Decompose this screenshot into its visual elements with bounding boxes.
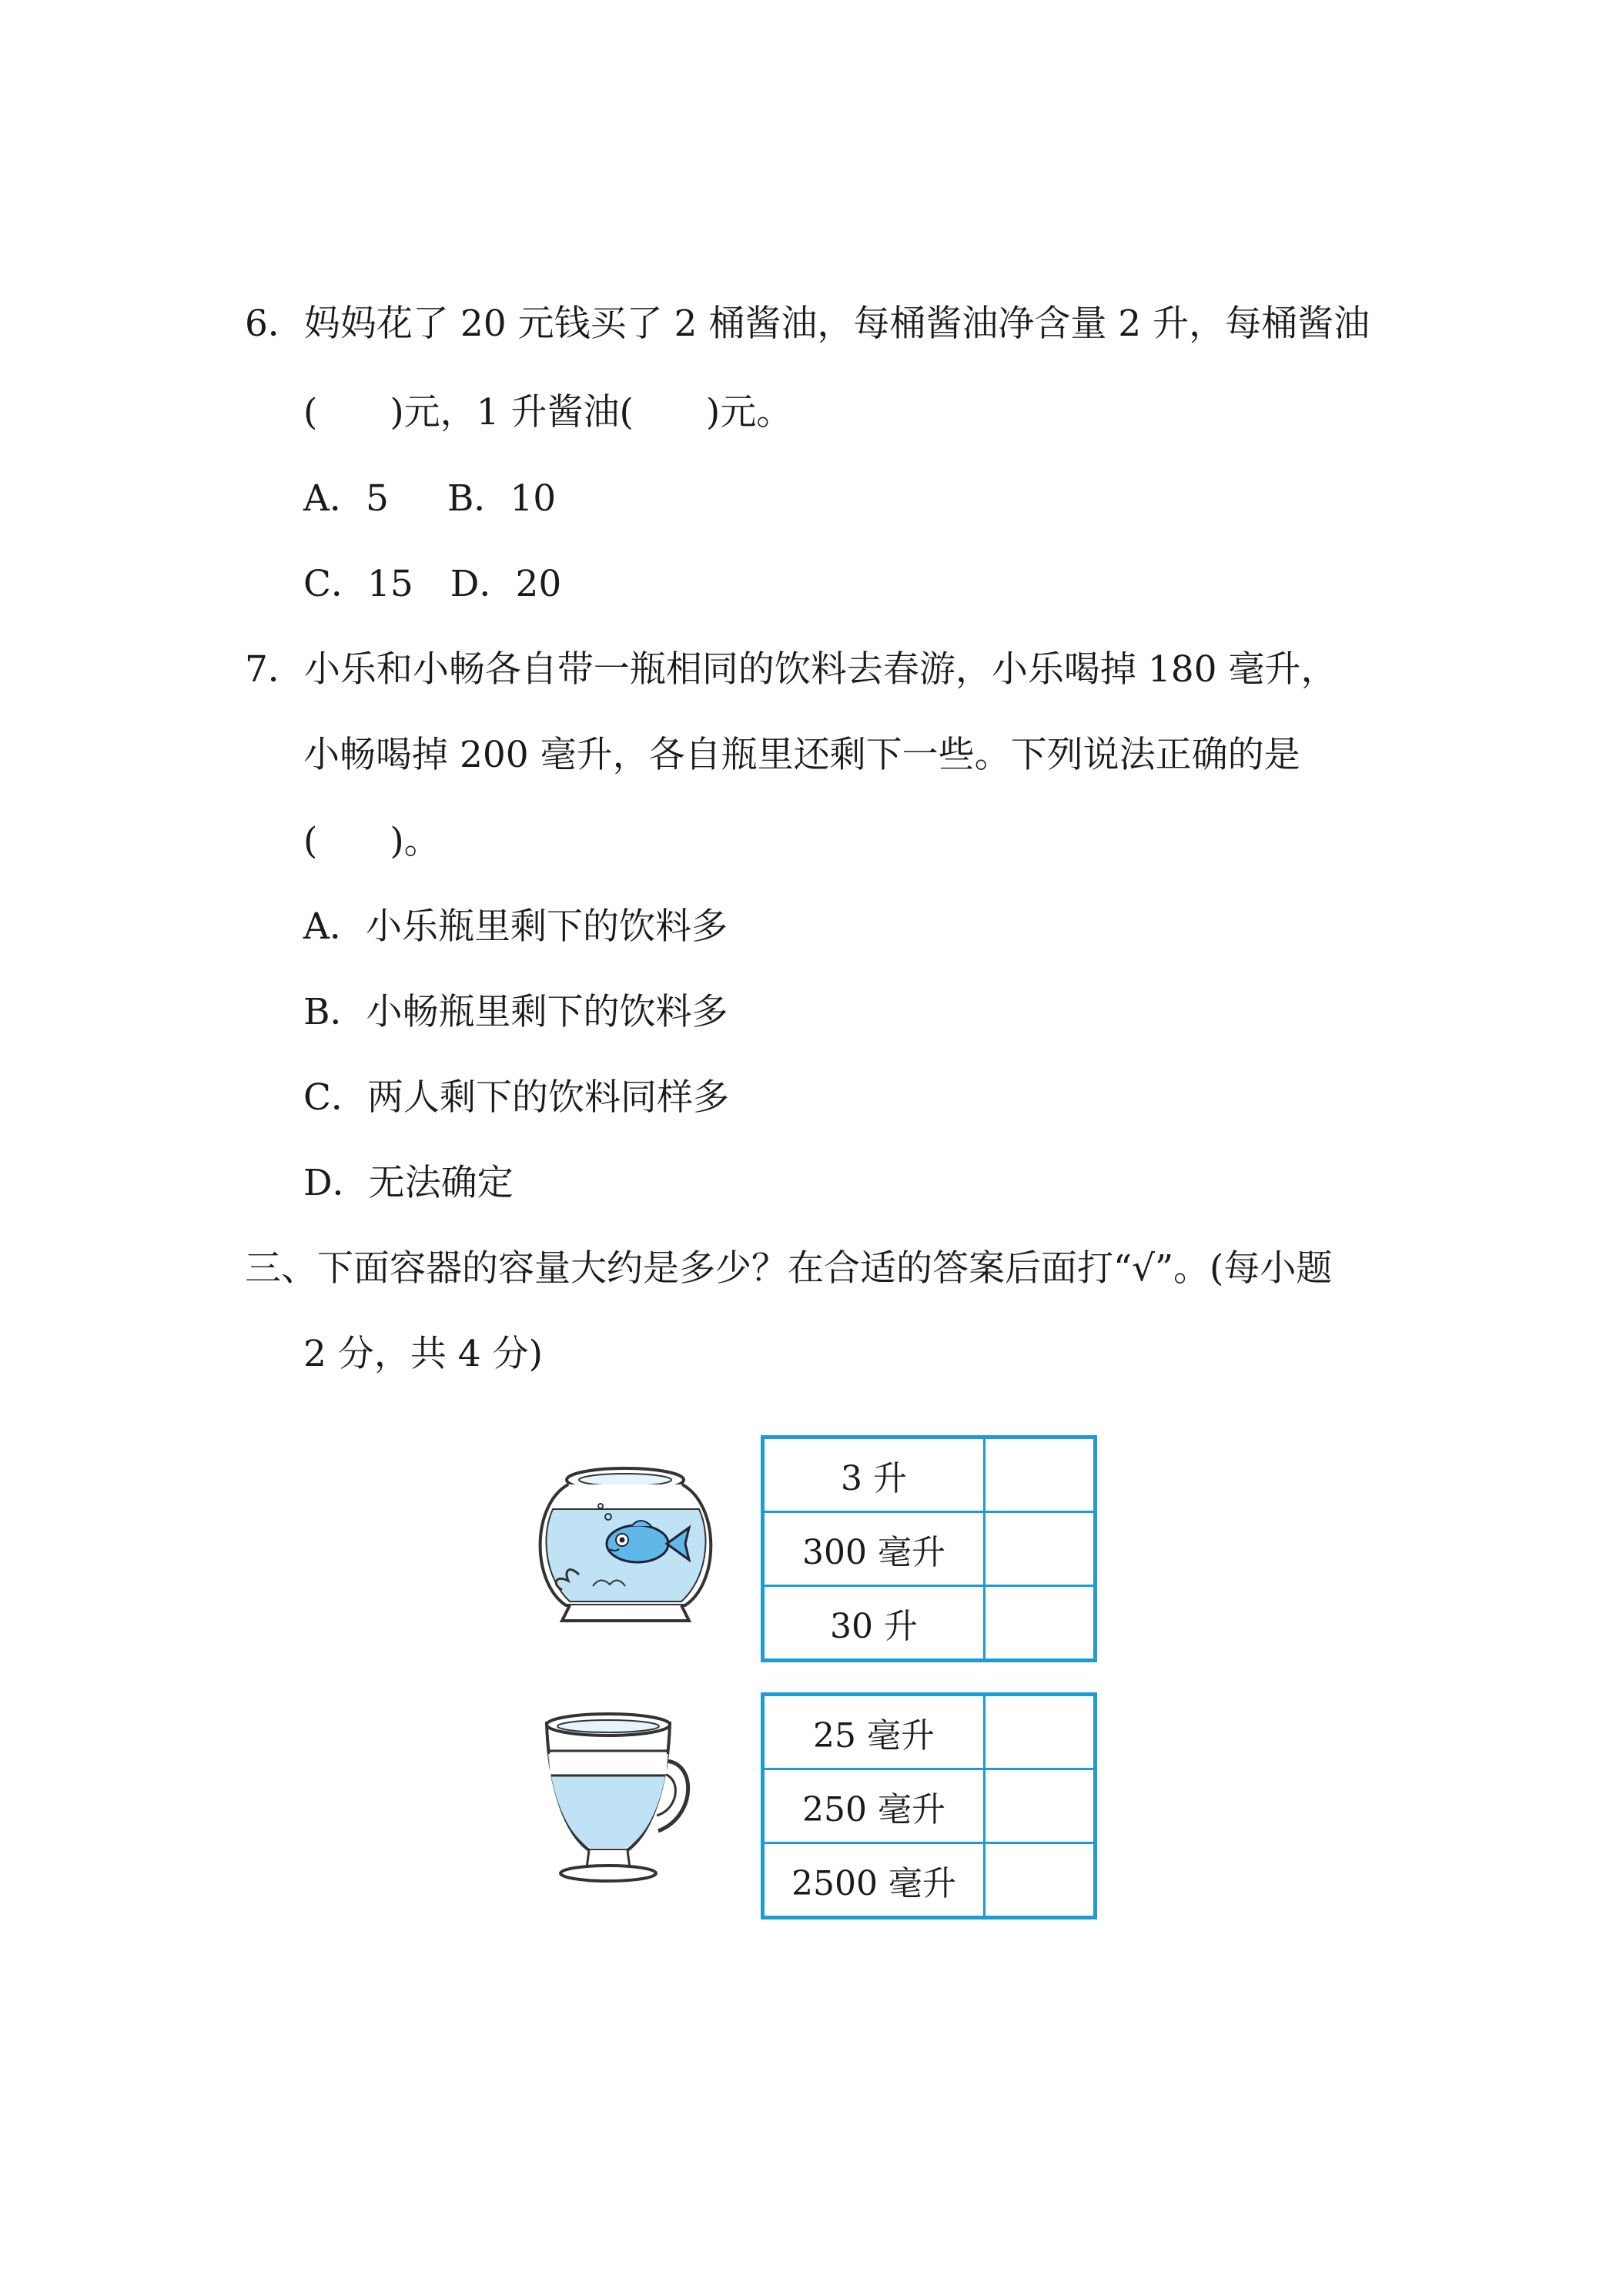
table-row — [763, 1586, 1096, 1661]
choice-label: 30 升 — [763, 1586, 985, 1661]
answer-box[interactable] — [985, 1438, 1096, 1512]
q6-line-2: ( )元，1 升酱油( )元。 — [303, 391, 793, 433]
q7-option-a[interactable]: A．小乐瓶里剩下的饮料多 — [303, 905, 728, 948]
table-row — [763, 1843, 1096, 1918]
q7-line-1: 7．小乐和小畅各自带一瓶相同的饮料去春游，小乐喝掉 180 毫升， — [245, 648, 1337, 691]
q7-line-3: ( )。 — [303, 820, 440, 862]
table-row — [763, 1769, 1096, 1843]
table-row — [763, 1695, 1096, 1769]
q6-options-row-1 — [303, 476, 556, 522]
answer-box[interactable] — [985, 1695, 1096, 1769]
q6-option-c[interactable]: C．15 — [303, 563, 413, 605]
q7-option-b[interactable]: B．小畅瓶里剩下的饮料多 — [303, 991, 728, 1033]
q7-line-2: 小畅喝掉 200 毫升，各自瓶里还剩下一些。下列说法正确的是 — [303, 734, 1300, 776]
table-row — [763, 1512, 1096, 1586]
answer-box[interactable] — [985, 1769, 1096, 1843]
q7-option-c[interactable]: C．两人剩下的饮料同样多 — [303, 1076, 729, 1119]
choice-label: 25 毫升 — [763, 1695, 985, 1769]
answer-box[interactable] — [985, 1512, 1096, 1586]
q6-option-b[interactable]: B．10 — [447, 477, 557, 520]
q6-option-a[interactable]: A．5 — [303, 477, 389, 520]
section3-line-1: 三、下面容器的容量大约是多少？在合适的答案后面打“√”。(每小题 — [245, 1247, 1333, 1290]
q6-line-1: 6．妈妈花了 20 元钱买了 2 桶酱油，每桶酱油净含量 2 升，每桶酱油 — [245, 303, 1370, 345]
fishbowl-image — [524, 1463, 731, 1628]
choice-label: 300 毫升 — [763, 1512, 985, 1586]
q6-option-d[interactable]: D．20 — [450, 563, 562, 605]
fishbowl-choices-table — [761, 1435, 1097, 1662]
table-row — [763, 1438, 1096, 1512]
cup-choices-table — [761, 1692, 1097, 1919]
q6-options-row-2 — [303, 561, 561, 607]
choice-label: 3 升 — [763, 1438, 985, 1512]
choice-label: 2500 毫升 — [763, 1843, 985, 1918]
answer-box[interactable] — [985, 1843, 1096, 1918]
answer-box[interactable] — [985, 1586, 1096, 1661]
cup-image — [531, 1708, 708, 1889]
choice-label: 250 毫升 — [763, 1769, 985, 1843]
q7-option-d[interactable]: D．无法确定 — [303, 1162, 514, 1204]
section3-line-2: 2 分，共 4 分) — [303, 1333, 543, 1375]
